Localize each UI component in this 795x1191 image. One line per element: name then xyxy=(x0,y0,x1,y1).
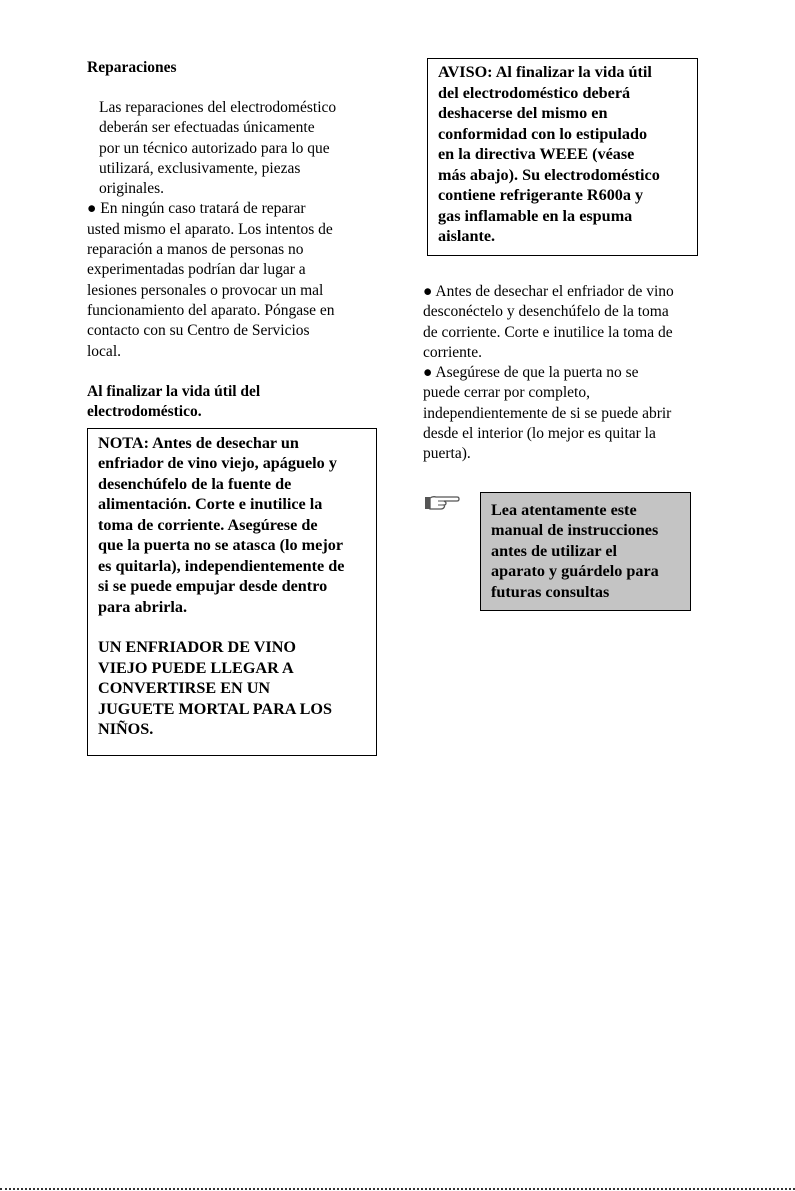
text-line: NOTA: Antes de desechar un xyxy=(98,433,299,452)
text-line: AVISO: Al finalizar la vida útil xyxy=(438,63,652,81)
text-line: conformidad con lo estipulado xyxy=(438,124,648,143)
text-line: ● Asegúrese de que la puerta no se xyxy=(423,364,639,382)
text-line: contiene refrigerante R600a y xyxy=(438,186,644,204)
aviso-box xyxy=(427,58,698,256)
warning-line: JUGUETE MORTAL PARA LOS xyxy=(98,699,333,718)
text-line: ● En ningún caso tratará de reparar xyxy=(87,200,306,218)
warning-line: NIÑOS. xyxy=(98,720,154,739)
text-line: enfriador de vino viejo, apáguelo y xyxy=(98,454,337,473)
text-line: usted mismo el aparato. Los intentos de xyxy=(87,220,333,238)
text-line: ● Antes de desechar el enfriador de vino xyxy=(423,283,674,300)
warning-line: VIEJO PUEDE LLEGAR A xyxy=(98,658,294,677)
text-line: local. xyxy=(87,342,121,360)
text-line: independientemente de si se puede abrir xyxy=(423,404,672,422)
text-line: puede cerrar por completo, xyxy=(423,384,590,402)
text-line: corriente. xyxy=(423,343,482,361)
repairs-heading: Reparaciones xyxy=(87,59,177,76)
warning-line: CONVERTIRSE EN UN xyxy=(98,679,271,698)
text-line: manual de instrucciones xyxy=(491,521,659,540)
repairs-bullet-paragraph xyxy=(87,199,379,361)
page-bottom-divider xyxy=(0,1188,795,1190)
text-line: deshacerse del mismo en xyxy=(438,104,608,122)
text-line: desconéctelo y desenchúfelo de la toma xyxy=(423,303,669,321)
text-line: toma de corriente. Asegúrese de xyxy=(98,515,318,534)
text-line: futuras consultas xyxy=(491,582,610,601)
disposal-paragraph xyxy=(423,282,715,465)
text-line: Lea atentamente este xyxy=(491,500,637,519)
text-line: para abrirla. xyxy=(98,597,188,616)
text-line: del electrodoméstico deberá xyxy=(438,83,631,102)
text-line: puerta). xyxy=(423,445,471,463)
tip-area xyxy=(423,485,715,615)
text-line: funcionamiento del aparato. Póngase en xyxy=(87,301,335,319)
text-line: contacto con su Centro de Servicios xyxy=(87,322,310,340)
left-column xyxy=(87,58,379,756)
warning-line: UN ENFRIADOR DE VINO xyxy=(98,638,297,657)
text-line: desde el interior (lo mejor es quitar la xyxy=(423,425,656,443)
text-line: es quitarla), independientemente de xyxy=(98,556,345,575)
text-line: aislante. xyxy=(438,227,496,245)
text-line: Las reparaciones del electrodoméstico xyxy=(99,99,337,116)
text-line: gas inflamable en la espuma xyxy=(438,206,633,225)
text-line: Al finalizar la vida útil del xyxy=(87,382,261,400)
text-line: desenchúfelo de la fuente de xyxy=(98,474,292,493)
text-line: electrodoméstico. xyxy=(87,402,202,420)
text-line: reparación a manos de personas no xyxy=(87,241,304,259)
text-line: antes de utilizar el xyxy=(491,541,618,560)
right-column xyxy=(423,58,715,615)
nota-box xyxy=(87,428,377,756)
text-line: alimentación. Corte e inutilice la xyxy=(98,495,323,514)
text-line: aparato y guárdelo para xyxy=(491,562,659,581)
pointing-hand-icon xyxy=(424,493,460,511)
text-line: deberán ser efectuadas únicamente xyxy=(99,119,315,137)
text-line: que la puerta no se atasca (lo mejor xyxy=(98,536,344,555)
repairs-paragraph xyxy=(87,98,379,199)
text-line: originales. xyxy=(99,180,164,198)
tip-box xyxy=(480,492,691,611)
text-line: lesiones personales o provocar un mal xyxy=(87,281,324,299)
text-line: experimentadas podrían dar lugar a xyxy=(87,261,306,279)
text-line: de corriente. Corte e inutilice la toma de xyxy=(423,323,673,341)
end-of-life-heading xyxy=(87,382,379,422)
text-line: si se puede empujar desde dentro xyxy=(98,577,328,596)
text-line: utilizará, exclusivamente, piezas xyxy=(99,159,301,177)
text-line: en la directiva WEEE (véase xyxy=(438,145,635,163)
text-line: por un técnico autorizado para lo que xyxy=(99,139,330,157)
text-line: más abajo). Su electrodoméstico xyxy=(438,165,660,184)
